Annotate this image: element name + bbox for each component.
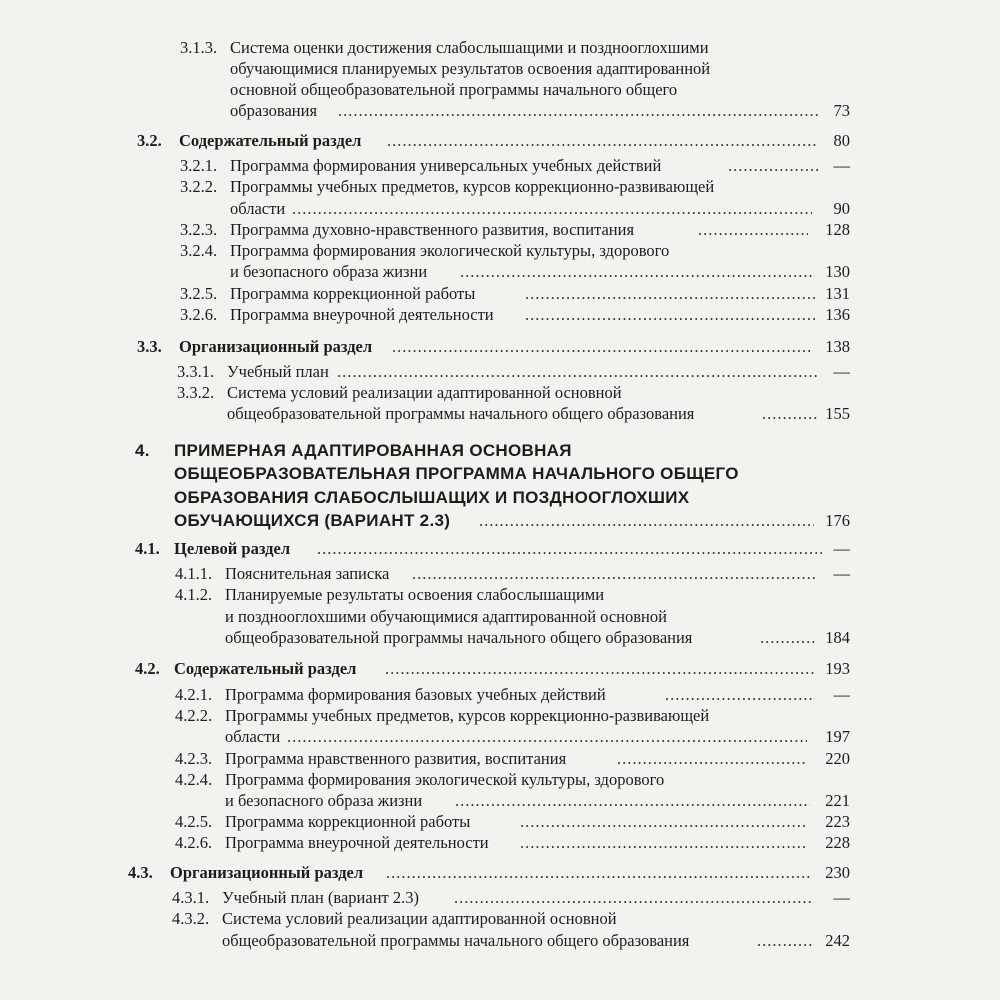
section-title: Содержательный раздел <box>174 659 357 678</box>
entry-text: Программа внеурочной деятельности <box>225 833 489 852</box>
dot-leader <box>698 220 808 240</box>
entry-text: общеобразовательной программы начального общего образования <box>227 404 695 423</box>
page-number: 128 <box>825 220 850 239</box>
entry-number: 4.2.3. <box>175 749 213 768</box>
page-number: 138 <box>825 337 850 356</box>
page-number: — <box>833 685 850 704</box>
entry-text: Программа формирования экологической культуры, здорового <box>225 770 665 789</box>
entry-number: 4.3.1. <box>172 888 210 907</box>
entry-number: 3.2.4. <box>180 241 218 260</box>
entry-text: образования <box>230 101 318 120</box>
entry-text: общеобразовательной программы начального общего образования <box>225 628 693 647</box>
chapter-title: ОБУЧАЮЩИХСЯ (ВАРИАНТ 2.3) <box>174 511 451 530</box>
entry-number: 3.2.1. <box>180 156 218 175</box>
dot-leader <box>728 156 818 176</box>
chapter-number: 4. <box>135 441 150 460</box>
page-number: 220 <box>825 749 850 768</box>
dot-leader <box>617 749 807 769</box>
page-number: — <box>833 362 850 381</box>
page-number: 197 <box>825 727 850 746</box>
page-number: — <box>833 539 850 558</box>
page-number: 136 <box>825 305 850 324</box>
section-number: 3.3. <box>137 337 162 356</box>
entry-text: Система оценки достижения слабослышащими и позднооглохшими <box>230 38 709 57</box>
entry-text: Программа коррекционной работы <box>225 812 471 831</box>
section-title: Организационный раздел <box>179 337 373 356</box>
entry-text: Учебный план <box>227 362 329 381</box>
entry-text: и безопасного образа жизни <box>230 262 428 281</box>
entry-text: Программа формирования базовых учебных действий <box>225 685 606 704</box>
chapter-title: ПРИМЕРНАЯ АДАПТИРОВАННАЯ ОСНОВНАЯ <box>174 441 572 460</box>
page-number: — <box>833 156 850 175</box>
entry-text: и позднооглохшими обучающимися адаптированной основной <box>225 607 667 626</box>
entry-text: Программы учебных предметов, курсов коррекционно-развивающей <box>230 177 715 196</box>
page-number: 184 <box>825 628 850 647</box>
entry-text: Учебный план (вариант 2.3) <box>222 888 419 907</box>
dot-leader <box>287 727 807 747</box>
dot-leader <box>392 337 812 357</box>
section-number: 4.1. <box>135 539 160 558</box>
page-number: 131 <box>825 284 850 303</box>
entry-number: 3.1.3. <box>180 38 218 57</box>
entry-number: 4.2.4. <box>175 770 213 789</box>
page-number: 155 <box>825 404 850 423</box>
entry-number: 3.3.1. <box>177 362 215 381</box>
section-number: 4.2. <box>135 659 160 678</box>
chapter-title: ОБЩЕОБРАЗОВАТЕЛЬНАЯ ПРОГРАММА НАЧАЛЬНОГО ОБЩЕГО <box>174 464 739 483</box>
page-number: 242 <box>825 931 850 950</box>
page-number: 223 <box>825 812 850 831</box>
dot-leader <box>454 888 814 908</box>
entry-text: Пояснительная записка <box>225 564 390 583</box>
entry-text: Система условий реализации адаптированной основной <box>222 909 617 928</box>
entry-text: Система условий реализации адаптированной основной <box>227 383 622 402</box>
dot-leader <box>460 262 815 282</box>
entry-number: 3.3.2. <box>177 383 215 402</box>
entry-text: Программы учебных предметов, курсов коррекционно-развивающей <box>225 706 710 725</box>
entry-number: 3.2.6. <box>180 305 218 324</box>
entry-text: области <box>230 199 286 218</box>
entry-number: 3.2.2. <box>180 177 218 196</box>
entry-text: общеобразовательной программы начального общего образования <box>222 931 690 950</box>
dot-leader <box>757 931 812 951</box>
page-number: 73 <box>833 101 850 120</box>
dot-leader <box>762 404 817 424</box>
entry-number: 3.2.3. <box>180 220 218 239</box>
entry-number: 4.2.6. <box>175 833 213 852</box>
entry-text: Планируемые результаты освоения слабослышащими <box>225 585 605 604</box>
dot-leader <box>292 199 812 219</box>
page-number: 230 <box>825 863 850 882</box>
entry-number: 3.2.5. <box>180 284 218 303</box>
dot-leader <box>479 511 814 531</box>
page-number: — <box>833 888 850 907</box>
dot-leader <box>455 791 810 811</box>
entry-number: 4.3.2. <box>172 909 210 928</box>
dot-leader <box>386 863 811 883</box>
section-title: Целевой раздел <box>174 539 291 558</box>
entry-text: основной общеобразовательной программы начального общего <box>230 80 678 99</box>
page-number: 130 <box>825 262 850 281</box>
entry-text: Программа внеурочной деятельности <box>230 305 494 324</box>
page-number: 80 <box>833 131 850 150</box>
entry-number: 4.1.2. <box>175 585 213 604</box>
dot-leader <box>525 284 815 304</box>
entry-text: Программа формирования экологической культуры, здорового <box>230 241 670 260</box>
entry-text: Программа формирования универсальных учебных действий <box>230 156 662 175</box>
section-title: Организационный раздел <box>170 863 364 882</box>
section-number: 3.2. <box>137 131 162 150</box>
dot-leader <box>525 305 815 325</box>
chapter-title: ОБРАЗОВАНИЯ СЛАБОСЛЫШАЩИХ И ПОЗДНООГЛОХШИХ <box>174 488 690 507</box>
entry-text: Программа духовно-нравственного развития, воспитания <box>230 220 635 239</box>
entry-number: 4.2.1. <box>175 685 213 704</box>
dot-leader <box>337 362 817 382</box>
dot-leader <box>317 539 822 559</box>
page-number: 221 <box>825 791 850 810</box>
page-number: 228 <box>825 833 850 852</box>
entry-number: 4.1.1. <box>175 564 213 583</box>
section-title: Содержательный раздел <box>179 131 362 150</box>
page-number: — <box>833 564 850 583</box>
dot-leader <box>338 101 818 121</box>
dot-leader <box>760 628 815 648</box>
entry-text: Программа коррекционной работы <box>230 284 476 303</box>
entry-number: 4.2.2. <box>175 706 213 725</box>
entry-number: 4.2.5. <box>175 812 213 831</box>
dot-leader <box>520 812 805 832</box>
dot-leader <box>385 659 815 679</box>
section-number: 4.3. <box>128 863 153 882</box>
entry-text: Программа нравственного развития, воспитания <box>225 749 567 768</box>
dot-leader <box>387 131 817 151</box>
page-number: 90 <box>833 199 850 218</box>
page-number: 176 <box>825 511 850 530</box>
dot-leader <box>665 685 815 705</box>
page-number: 193 <box>825 659 850 678</box>
entry-text: обучающимися планируемых результатов освоения адаптированной <box>230 59 711 78</box>
dot-leader <box>520 833 805 853</box>
entry-text: и безопасного образа жизни <box>225 791 423 810</box>
entry-text: области <box>225 727 281 746</box>
dot-leader <box>412 564 817 584</box>
